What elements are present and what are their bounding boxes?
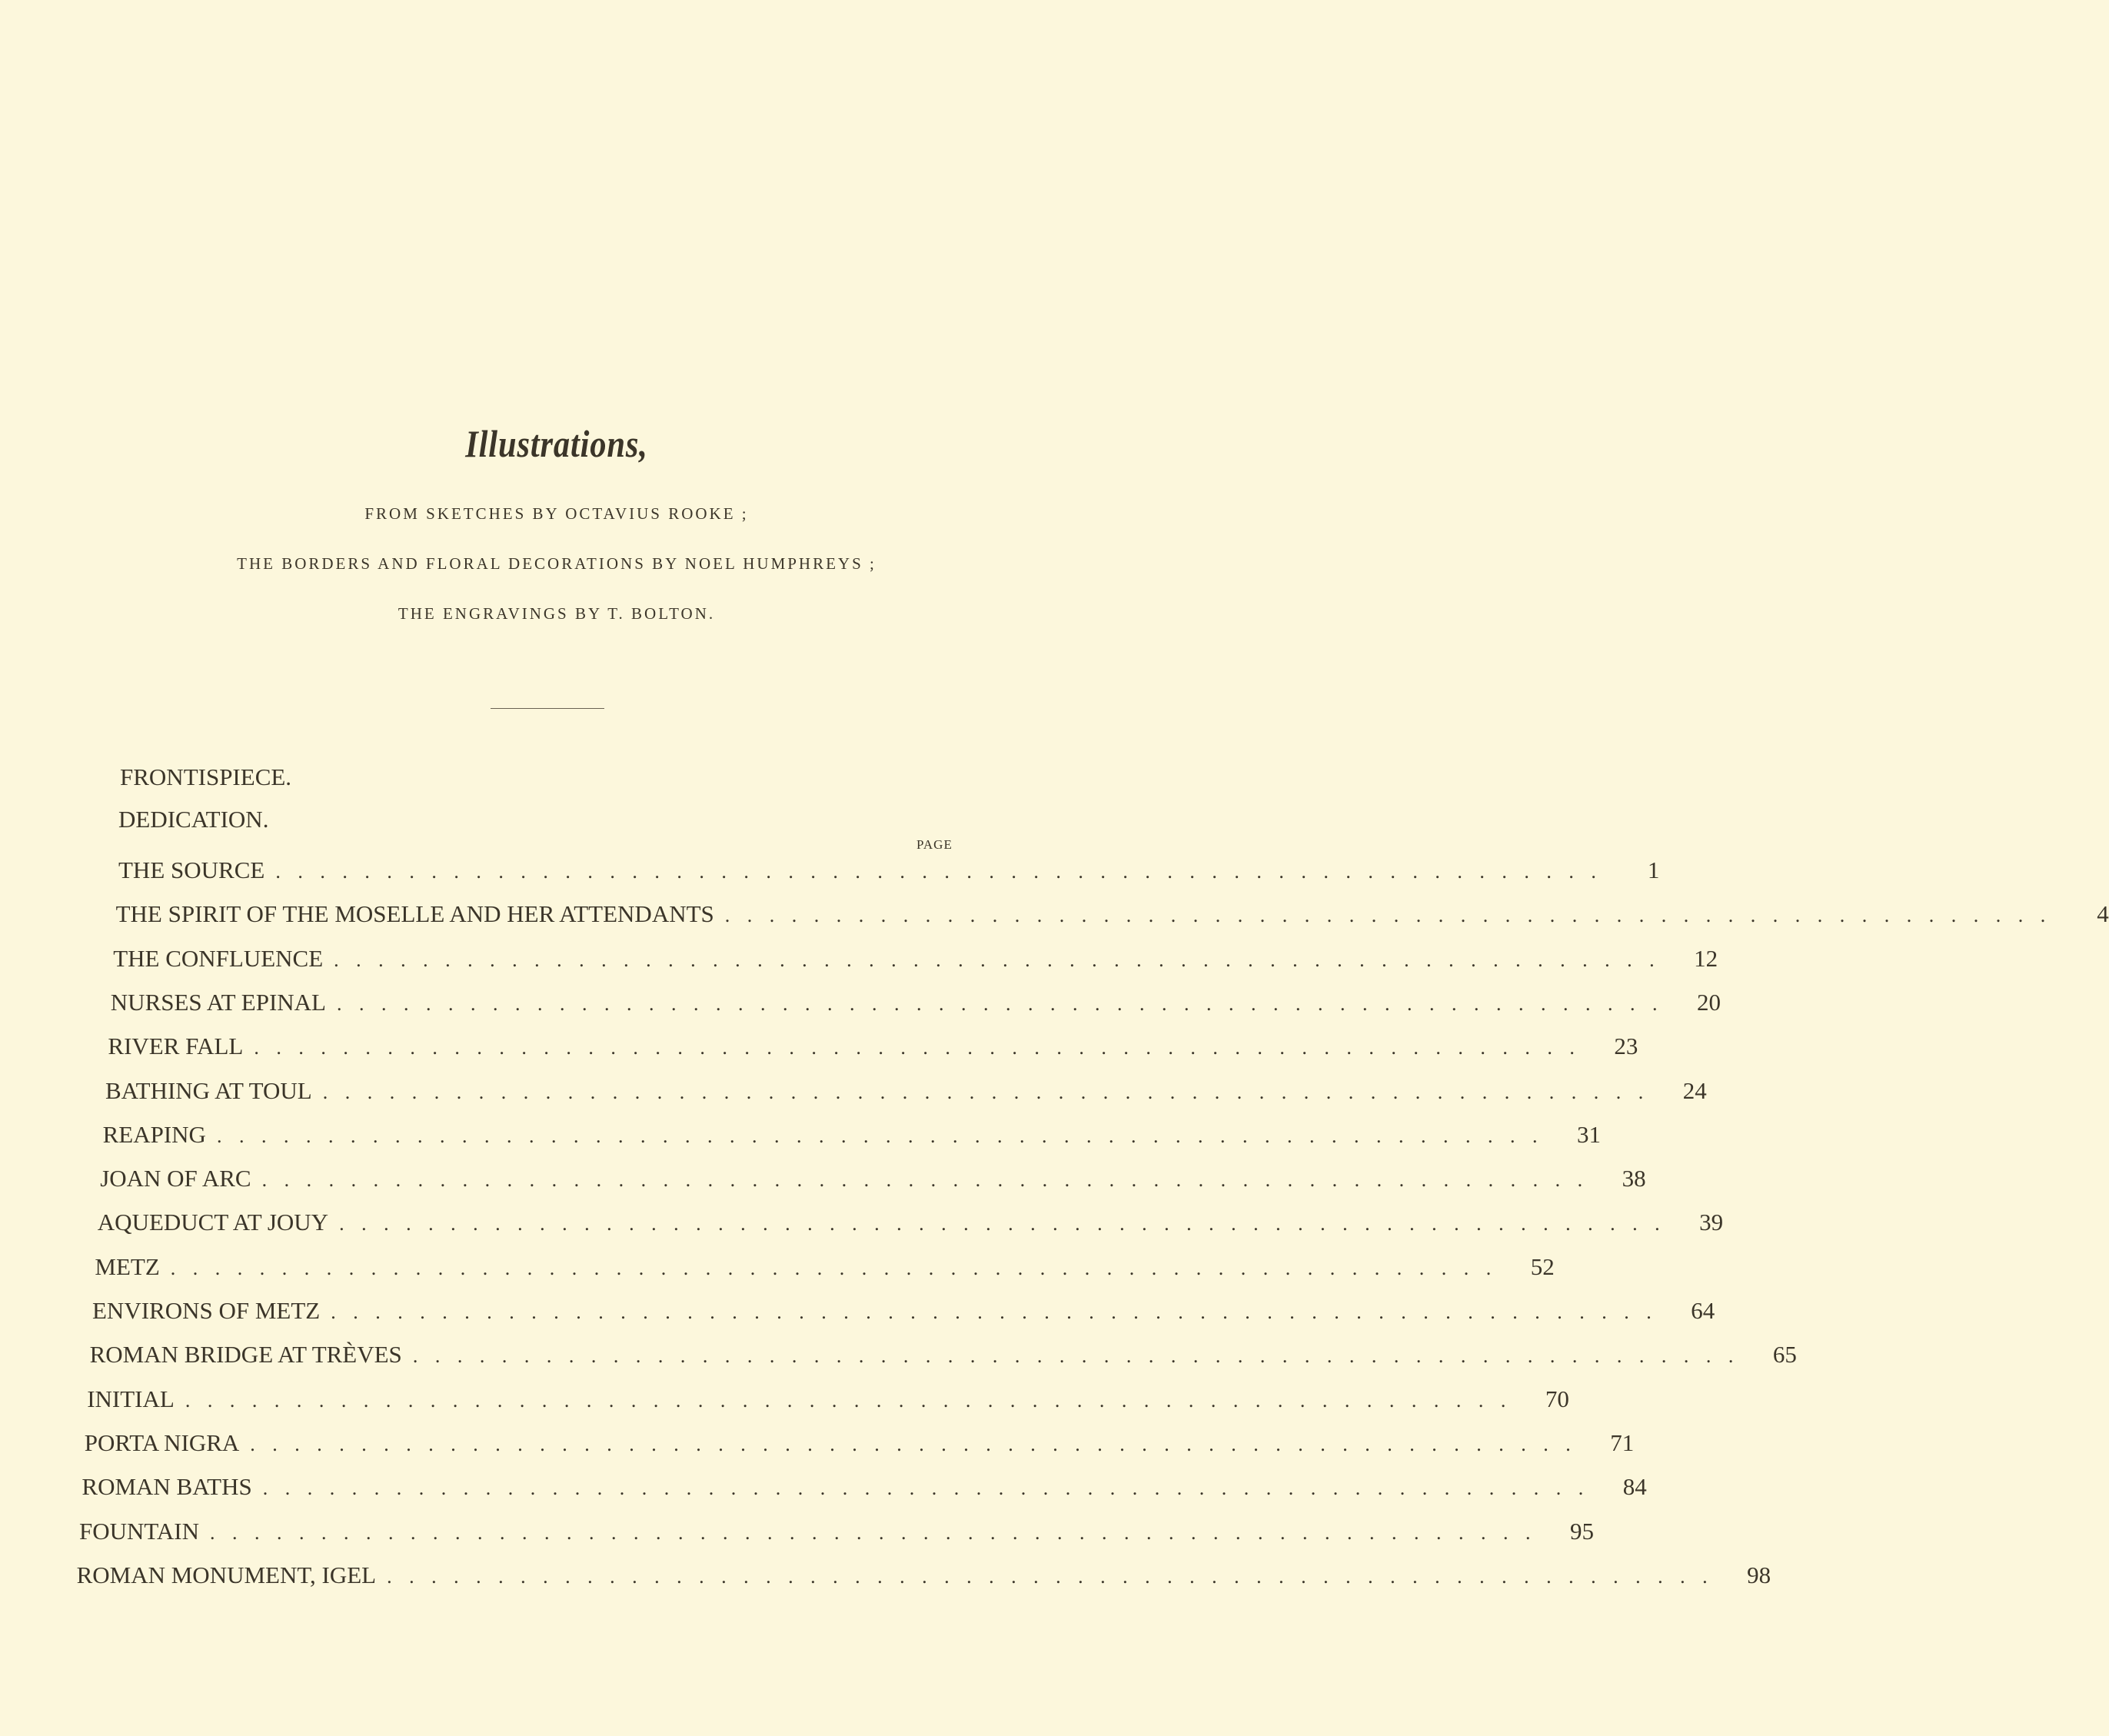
entry-title: PORTA NIGRA (84, 1428, 240, 1456)
entry-title: BATHING AT TOUL (105, 1076, 312, 1104)
divider-rule (491, 708, 604, 709)
list-item (76, 1561, 1771, 1592)
list-item (95, 1252, 1555, 1284)
dot-leader: ............................................................ (209, 1521, 1548, 1544)
entry-title: AQUEDUCT AT JOUY (97, 1209, 329, 1236)
list-item (97, 1209, 1724, 1239)
dot-leader: ............................................................ (254, 1036, 1592, 1059)
list-item (79, 1517, 1594, 1548)
entry-page-number: 12 (1694, 944, 1718, 972)
dot-leader: ............................................................ (322, 1080, 1661, 1103)
dot-leader: ............................................................ (170, 1256, 1509, 1279)
entry-title: REAPING (102, 1120, 206, 1148)
credit-sketches: FROM SKETCHES BY OCTAVIUS ROOKE ; (364, 504, 749, 523)
list-item (81, 1473, 1647, 1504)
list-item (84, 1428, 1635, 1460)
entry-page-number: 4 (2097, 900, 2109, 928)
entry-title: ROMAN MONUMENT, IGEL (76, 1561, 377, 1588)
entry-title: ENVIRONS OF METZ (92, 1297, 321, 1324)
credit-borders: THE BORDERS AND FLORAL DECORATIONS BY NOEL HUMPHREYS ; (237, 554, 877, 573)
page-title: Illustrations, (465, 422, 648, 465)
list-item (92, 1297, 1715, 1328)
list-item (108, 1033, 1638, 1063)
entry-title: NURSES AT EPINAL (110, 988, 326, 1016)
entry-page-number: 71 (1610, 1428, 1635, 1456)
entry-title: FOUNTAIN (79, 1517, 199, 1545)
dot-leader: ............................................................ (331, 1301, 1669, 1323)
dot-leader: ............................................................ (724, 904, 2063, 927)
dot-leader: ............................................................ (275, 860, 1614, 883)
entry-page-number: 98 (1747, 1561, 1771, 1588)
entry-page-number: 1 (1647, 856, 1660, 883)
entry-page-number: 84 (1622, 1473, 1647, 1501)
entry-page-number: 65 (1772, 1341, 1797, 1369)
list-item (110, 988, 1721, 1019)
list-item (115, 900, 2109, 931)
entry-page-number: 39 (1699, 1209, 1724, 1236)
dot-leader: ............................................................ (334, 948, 1672, 971)
dot-leader: ............................................................ (216, 1124, 1555, 1147)
entry-page-number: 95 (1569, 1517, 1594, 1545)
list-item (113, 944, 1718, 976)
entry-page-number: 70 (1545, 1385, 1569, 1412)
dot-leader: ............................................................ (387, 1565, 1725, 1588)
entry-page-number: 64 (1691, 1297, 1715, 1324)
entry-page-number: 20 (1697, 988, 1721, 1016)
entry-title: METZ (95, 1252, 160, 1280)
dot-leader: ............................................................ (185, 1388, 1523, 1412)
entry-page-number: 52 (1530, 1252, 1555, 1280)
entry-title: THE CONFLUENCE (113, 944, 324, 972)
entry-page-number: 23 (1614, 1033, 1638, 1060)
frontispiece-label: FRONTISPIECE. (120, 763, 292, 790)
entry-title: ROMAN BATHS (81, 1473, 252, 1501)
dot-leader: ............................................................ (337, 992, 1675, 1015)
entry-title: JOAN OF ARC (100, 1165, 251, 1192)
list-item (100, 1165, 1646, 1196)
page-column-header: PAGE (916, 837, 953, 852)
dot-leader: ............................................................ (339, 1212, 1678, 1235)
dot-leader: ............................................................ (412, 1345, 1751, 1368)
dot-leader: ............................................................ (262, 1477, 1601, 1500)
list-item (118, 856, 1660, 887)
credit-engravings: THE ENGRAVINGS BY T. BOLTON. (398, 604, 716, 623)
list-item (87, 1385, 1569, 1416)
dedication-label: DEDICATION. (118, 806, 269, 833)
entry-title: ROMAN BRIDGE AT TRÈVES (89, 1341, 402, 1369)
entry-page-number: 38 (1622, 1165, 1646, 1192)
list-item (102, 1120, 1601, 1152)
entry-title: INITIAL (87, 1385, 175, 1412)
entry-title: THE SOURCE (118, 856, 265, 883)
list-item (89, 1341, 1797, 1372)
list-item (105, 1076, 1707, 1108)
entry-page-number: 24 (1682, 1076, 1707, 1104)
entry-title: RIVER FALL (108, 1033, 244, 1060)
entry-title: THE SPIRIT OF THE MOSELLE AND HER ATTENDANTS (115, 900, 714, 928)
entry-page-number: 31 (1576, 1120, 1601, 1148)
dot-leader: ............................................................ (250, 1432, 1588, 1455)
dot-leader: ............................................................ (261, 1169, 1600, 1192)
